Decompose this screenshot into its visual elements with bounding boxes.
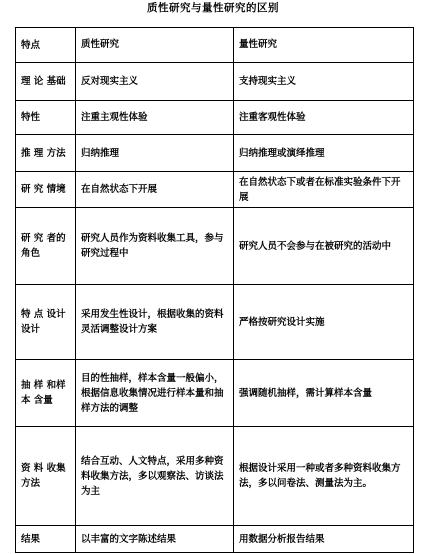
header-cell-qualitative: 质性研究 (76, 28, 234, 63)
quantitative-cell: 在自然状态下或者在标准实验条件下开展 (234, 172, 414, 208)
table-row (16, 172, 414, 208)
row-label: 研 究 者的角色 (16, 208, 76, 285)
header-cell-feature: 特点 (16, 28, 76, 63)
quantitative-cell: 用数据分析报告结果 (234, 526, 414, 553)
table-row (16, 63, 414, 101)
quantitative-cell: 注重客观性体验 (234, 101, 414, 135)
qualitative-cell: 在自然状态下开展 (76, 172, 234, 208)
qualitative-cell: 注重主观性体验 (76, 101, 234, 135)
qualitative-cell: 研究人员作为资料收集工具，参与研究过程中 (76, 208, 234, 285)
quantitative-cell: 支持现实主义 (234, 63, 414, 101)
table-row (16, 427, 414, 526)
row-label: 理 论 基础 (16, 63, 76, 101)
table-row (16, 526, 414, 553)
qualitative-cell: 以丰富的文字陈述结果 (76, 526, 234, 553)
row-label: 结果 (16, 526, 76, 553)
quantitative-cell: 强调随机抽样，需计算样本含量 (234, 360, 414, 427)
quantitative-cell: 严格按研究设计实施 (234, 285, 414, 360)
qualitative-cell: 归纳推理 (76, 135, 234, 172)
row-label: 抽 样 和样 本 含量 (16, 360, 76, 427)
row-label: 特 点 设计设计 (16, 285, 76, 360)
table-row (16, 360, 414, 427)
qualitative-cell: 反对现实主义 (76, 63, 234, 101)
table-header-row (16, 28, 414, 63)
qualitative-cell: 采用发生性设计，根据收集的资料灵活调整设计方案 (76, 285, 234, 360)
qualitative-cell: 结合互动、人文特点，采用多种资料收集方法，多以观察法、访谈法为主 (76, 427, 234, 526)
row-label: 特性 (16, 101, 76, 135)
row-label: 资 料 收集方法 (16, 427, 76, 526)
quantitative-cell: 归纳推理或演绎推理 (234, 135, 414, 172)
table-row (16, 101, 414, 135)
qualitative-cell: 目的性抽样，样本含量一般偏小，根据信息收集情况进行样本量和抽样方法的调整 (76, 360, 234, 427)
page-title: 质性研究与量性研究的区别 (147, 2, 279, 14)
table-row (16, 285, 414, 360)
table-row (16, 208, 414, 285)
header-cell-quantitative: 量性研究 (234, 28, 414, 63)
comparison-table (15, 27, 414, 553)
quantitative-cell: 研究人员不会参与在被研究的活动中 (234, 208, 414, 285)
row-label: 推 理 方法 (16, 135, 76, 172)
quantitative-cell: 根据设计采用一种或者多种资料收集方法，多以问卷法、测量法为主。 (234, 427, 414, 526)
table-row (16, 135, 414, 172)
row-label: 研 究 情境 (16, 172, 76, 208)
